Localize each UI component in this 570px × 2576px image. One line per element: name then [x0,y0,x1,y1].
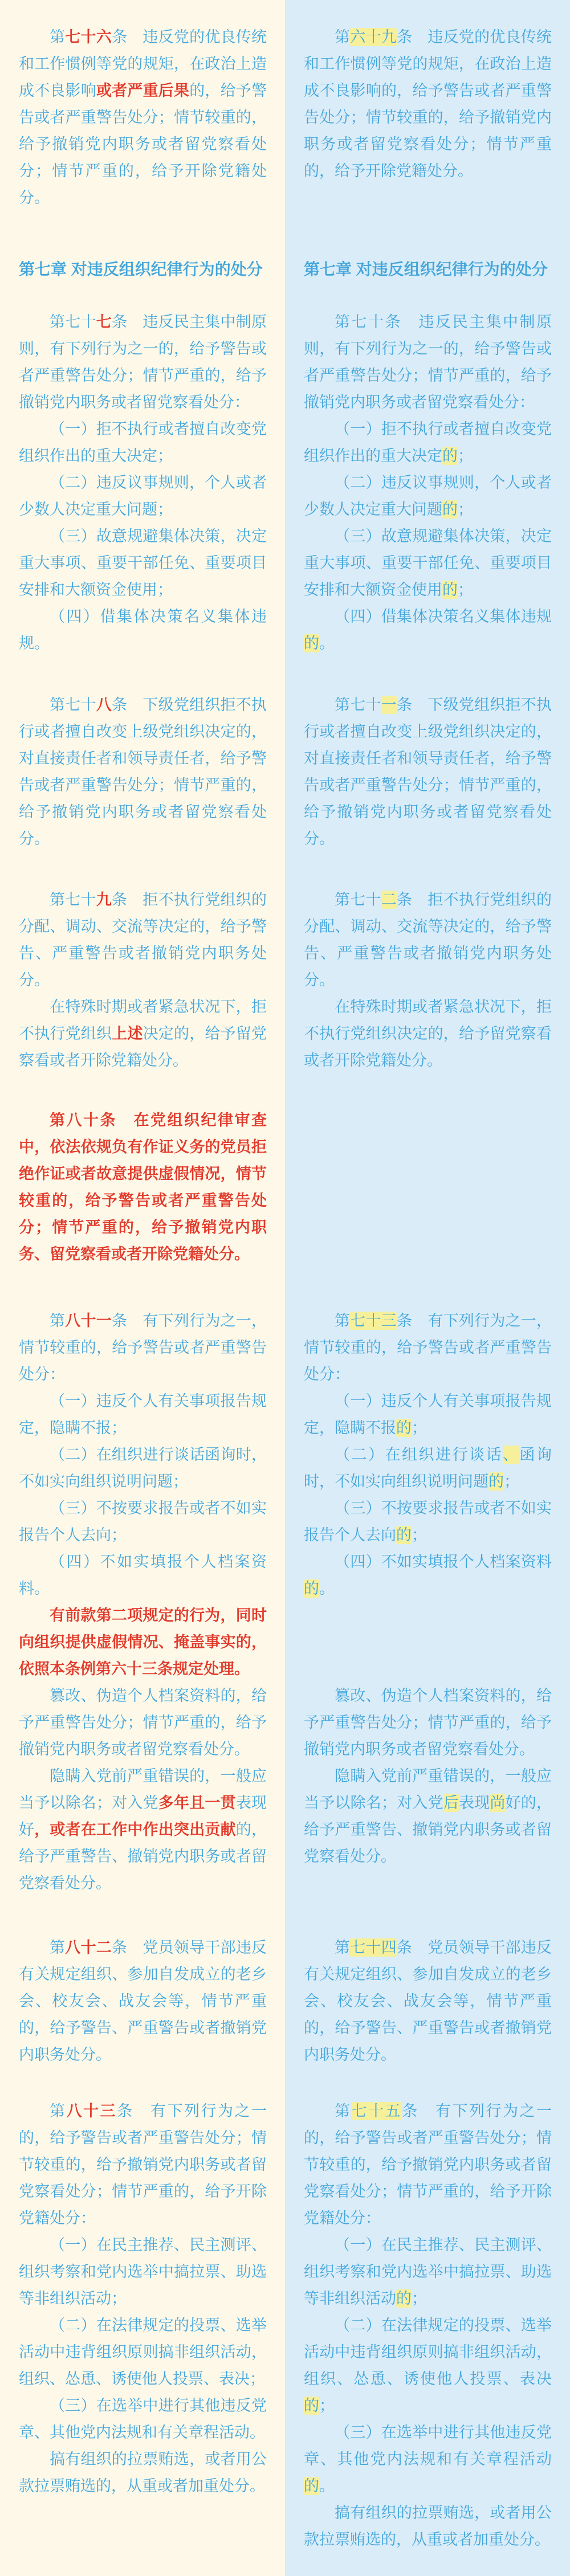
text-run: （四）借集体决策名义集体违规。 [19,608,267,652]
paragraph [304,416,552,470]
text-run: 好的，给予严重警告、撤销党内职务或者留党察看处分。 [304,1794,552,1865]
new-version-cell [285,256,570,283]
text-run: 隐瞒入党前严重错误的，一般应当予以除名；对入党 [304,1767,552,1811]
red-emphasis-run: 多年且一贯 [158,1794,236,1811]
paragraph [19,523,267,603]
text-run: （三）故意规避集体决策，决定重大事项、重要干部任免、重要项目安排和大额资金使用 [304,528,552,598]
highlight-run: 的 [304,635,319,652]
paragraph [304,994,552,1074]
text-run: （一）拒不执行或者擅自改变党组织作出的重大决定； [19,421,267,464]
comparison-row [0,692,570,852]
new-version-cell [285,2098,570,2553]
old-version-cell [0,887,285,1074]
text-run: ； [504,1473,519,1490]
red-emphasis-run: 第八十条 在党组织纪律审查中，依法依规负有作证义务的党员拒绝作证或者故意提供虚假情况，情节较重的，给予警告或者严重警告处分；情节严重的，给予撤销党内职务、留党察看或者开除党籍处分。 [19,1112,267,1263]
text-run: （四）不如实填报个人档案资料。 [19,1553,267,1597]
text-run: 第七十 [50,696,96,713]
text-run: （三）在选举中进行其他违反党章、其他党内法规和有关章程活动。 [19,2397,267,2441]
text-run: 条 有下列行为之一，情节较重的，给予警告或者严重警告处分： [19,1312,267,1383]
text-run: 表现 [459,1794,490,1811]
text-run: ； [458,581,473,598]
old-version-cell [0,692,285,852]
paragraph [304,1934,552,2068]
text-run: 条 违反民主集中制原则，有下列行为之一的，给予警告或者严重警告处分；情节严重的，给予撤销党内职务或者留党察看处分： [19,313,267,411]
text-run: ； [412,1419,427,1436]
highlight-run: 的 [396,2290,412,2307]
paragraph [304,1549,552,1602]
paragraph [19,2232,267,2312]
comparison-row [0,1602,570,1683]
text-run: 的，给予严重警告、撤销党内职务或者留党察看处分。 [19,1821,267,1892]
text-run: ； [458,447,473,464]
old-version-cell [0,309,285,657]
paragraph [304,309,552,416]
highlight-run: 的 [442,447,458,464]
text-run: 篡改、伪造个人档案资料的，给予严重警告处分；情节严重的，给予撤销党内职务或者留党察看处分。 [19,1687,267,1758]
paragraph [304,1388,552,1442]
highlight-run: 一 [381,696,397,713]
highlight-run: 尚 [490,1794,506,1811]
text-run: 第七十 [50,891,96,908]
text-run: 篡改、伪造个人档案资料的，给予严重警告处分；情节严重的，给予撤销党内职务或者留党察看处分。 [304,1687,552,1758]
text-run: （四）借集体决策名义集体违规 [335,608,552,625]
paragraph [19,1549,267,1602]
text-run: 。 [319,635,335,652]
paragraph [19,1107,267,1268]
red-emphasis-run: 九 [96,891,112,908]
paragraph [304,1763,552,1870]
paragraph [304,603,552,657]
text-run: 条 党员领导干部违反有关规定组织、参加自发成立的老乡会、校友会、战友会等，情节严重的，给予警告、严重警告或者撤销党内职务处分。 [19,1939,267,2063]
text-run: （三）故意规避集体决策，决定重大事项、重要干部任免、重要项目安排和大额资金使用； [19,528,267,598]
text-run: （三）在选举中进行其他违反党章、其他党内法规和有关章程活动 [304,2424,552,2468]
text-run: （二）在法律规定的投票、选举活动中违背组织原则搞非组织活动，组织、怂恿、诱使他人投票、表决 [304,2317,552,2387]
old-version-cell [0,1934,285,2068]
paragraph [19,2312,267,2393]
highlight-run: 的 [304,2477,319,2495]
highlight-run: 七十四 [350,1939,397,1956]
red-emphasis-run: 七十六 [65,28,112,46]
paragraph [304,1683,552,1763]
highlight-run: 后 [443,1794,459,1811]
text-run: 条 有下列行为之一的，给予警告或者严重警告处分；情节较重的，给予撤销党内职务或者留党察看处分；情节严重的，给予开除党籍处分： [19,2103,267,2227]
paragraph [19,994,267,1074]
comparison-row [0,256,570,283]
text-run: 条 党员领导干部违反有关规定组织、参加自发成立的老乡会、校友会、战友会等，情节严重的，给予警告、严重警告或者撤销党内职务处分。 [304,1939,552,2063]
paragraph [304,1442,552,1495]
paragraph [304,2232,552,2312]
highlight-run: 六十九 [350,28,397,46]
new-version-cell [285,1308,570,1602]
text-run: （一）在民主推荐、民主测评、组织考察和党内选举中搞拉票、助选等非组织活动 [304,2236,552,2307]
text-run: （二）在组织进行谈话函询时，不如实向组织说明问题； [19,1446,267,1490]
old-version-cell [0,1683,285,1763]
text-run: 第 [50,1312,66,1329]
text-run: 表现好 [19,1794,267,1838]
text-run: 条 有下列行为之一的，给予警告或者严重警告处分；情节较重的，给予撤销党内职务或者留党察看处分；情节严重的，给予开除党籍处分： [304,2103,552,2227]
paragraph [19,1495,267,1549]
text-run: 第 [50,28,66,46]
text-run: 第七十 [335,696,381,713]
text-run: 搞有组织的拉票贿选，或者用公款拉票贿选的，从重或者加重处分。 [304,2504,552,2548]
text-run: （二）在法律规定的投票、选举活动中违背组织原则搞非组织活动，组织、怂恿、诱使他人投票、表决； [19,2317,267,2387]
old-version-cell [0,256,285,283]
paragraph [304,2312,552,2419]
text-run: （三）不按要求报告或者不如实报告个人去向； [19,1500,267,1544]
text-run: （一）在民主推荐、民主测评、组织考察和党内选举中搞拉票、助选等非组织活动； [19,2236,267,2307]
highlight-run: 的 [442,581,458,598]
paragraph [19,1683,267,1763]
paragraph [304,523,552,603]
comparison-row [0,887,570,1074]
text-run: ； [412,2290,427,2307]
old-version-cell [0,24,285,211]
new-version-cell [285,1934,570,2068]
text-run: 搞有组织的拉票贿选，或者用公款拉票贿选的，从重或者加重处分。 [19,2451,267,2495]
text-run: 第 [50,1939,66,1956]
text-run: 。 [319,2477,335,2495]
paragraph [19,416,267,470]
comparison-row [0,1107,570,1268]
highlight-run: 、 [503,1446,520,1463]
highlight-run: 的 [442,501,458,518]
text-run: 决定的，给予留党察看或者开除党籍处分。 [19,1025,267,1069]
text-run: （三）不按要求报告或者不如实报告个人去向 [304,1500,552,1544]
paragraph [19,1602,267,1683]
new-version-cell [285,887,570,1074]
highlight-run: 的 [304,1580,319,1597]
paragraph [19,24,267,211]
paragraph [19,1934,267,2068]
highlight-run: 的 [396,1419,412,1436]
text-run: 第 [335,1312,351,1329]
text-run: 第七章 对违反组织纪律行为的处分 [304,260,548,278]
text-run: 隐瞒入党前严重错误的，一般应当予以除名；对入党 [19,1767,267,1811]
comparison-row [0,309,570,657]
red-emphasis-run: 八十三 [66,2103,117,2120]
red-emphasis-run: 上述 [112,1025,143,1042]
comparison-row [0,1308,570,1602]
red-emphasis-run: 七 [96,313,112,330]
text-run: 条 拒不执行党组织的分配、调动、交流等决定的，给予警告、严重警告或者撤销党内职务处分。 [304,891,552,989]
text-run: 条 拒不执行党组织的分配、调动、交流等决定的，给予警告、严重警告或者撤销党内职务处分。 [19,891,267,989]
text-run: ； [458,501,473,518]
paragraph [304,2098,552,2232]
text-run: （二）在组织进行谈话 [335,1446,503,1463]
new-version-cell [285,692,570,852]
highlight-run: 的 [396,1526,412,1544]
paragraph [304,2500,552,2553]
comparison-row [0,1934,570,2068]
red-emphasis-run: 八十二 [65,1939,112,1956]
text-run: 条 有下列行为之一，情节较重的，给予警告或者严重警告处分： [304,1312,552,1383]
highlight-run: 的 [304,2397,319,2414]
paragraph [19,1763,267,1897]
text-run: （一）违反个人有关事项报告规定，隐瞒不报； [19,1393,267,1436]
text-run: 条 违反党的优良传统和工作惯例等党的规矩，在政治上造成不良影响 [19,28,267,99]
old-version-cell [0,1763,285,1897]
paragraph [19,603,267,657]
text-run: 第七十条 违反民主集中制原则，有下列行为之一的，给予警告或者严重警告处分；情节严重的，给予撤销党内职务或者留党察看处分： [304,313,552,411]
text-run: （二）违反议事规则，个人或者少数人决定重大问题 [304,474,552,518]
highlight-run: 七十五 [351,2103,402,2120]
paragraph [19,2098,267,2232]
text-run: 第 [335,28,351,46]
text-run: （四）不如实填报个人档案资料 [335,1553,552,1570]
red-emphasis-run: ，或者在工作中作出突出贡献 [34,1821,236,1838]
text-run: 第 [335,1939,351,1956]
paragraph [304,1495,552,1549]
paragraph [304,1308,552,1388]
text-run: 条 下级党组织拒不执行或者擅自改变上级党组织决定的，对直接责任者和领导责任者，给予警告或者严重警告处分；情节严重的，给予撤销党内职务或者留党察看处分。 [19,696,267,847]
paragraph [19,1308,267,1388]
text-run: （二）违反议事规则，个人或者少数人决定重大问题； [19,474,267,518]
paragraph [19,1388,267,1442]
paragraph [19,470,267,523]
paragraph [19,309,267,416]
text-run: 第 [335,2103,352,2120]
text-run: （一）违反个人有关事项报告规定，隐瞒不报 [304,1393,552,1436]
text-run: 的，给予警告或者严重警告处分；情节较重的，给予撤销党内职务或者留党察看处分；情节严重的，给予开除党籍处分。 [19,82,267,206]
paragraph [19,2393,267,2446]
new-version-cell [285,1763,570,1870]
text-run: ； [319,2397,335,2414]
comparison-row [0,24,570,211]
text-run: 第七章 对违反组织纪律行为的处分 [19,260,263,278]
old-version-cell [0,2098,285,2500]
text-run: 在特殊时期或者紧急状况下，拒不执行党组织 [19,998,267,1042]
text-run: 。 [319,1580,335,1597]
paragraph [304,2419,552,2500]
text-run: （一）拒不执行或者擅自改变党组织作出的重大决定 [304,421,552,464]
paragraph [304,692,552,852]
comparison-row [0,1763,570,1897]
paragraph [19,2446,267,2500]
highlight-run: 七十三 [350,1312,397,1329]
text-run: 第七十 [335,891,381,908]
old-version-cell [0,1308,285,1602]
comparison-row [0,1683,570,1763]
new-version-cell [285,24,570,185]
old-version-cell [0,1107,285,1268]
red-emphasis-run: 八十一 [65,1312,112,1329]
chapter-heading [304,256,552,283]
paragraph [19,692,267,852]
red-emphasis-run: 有前款第二项规定的行为，同时向组织提供虚假情况、掩盖事实的，依照本条例第六十三条规定处理。 [19,1607,267,1677]
paragraph [304,887,552,994]
highlight-run: 二 [381,891,397,908]
text-run: 条 违反党的优良传统和工作惯例等党的规矩，在政治上造成不良影响的，给予警告或者严重警告处分；情节较重的，给予撤销党内职务或者留党察看处分；情节严重的，给予开除党籍处分。 [304,28,552,179]
new-version-cell [285,1683,570,1763]
text-run: 条 下级党组织拒不执行或者擅自改变上级党组织决定的，对直接责任者和领导责任者，给予警告或者严重警告处分；情节严重的，给予撤销党内职务或者留党察看处分。 [304,696,552,847]
text-run: ； [412,1526,427,1544]
text-run: 函询时，不如实向组织说明问题 [304,1446,552,1490]
paragraph [304,24,552,185]
chapter-heading [19,256,267,283]
red-emphasis-run: 或者严重后果 [96,82,190,99]
paragraph [19,1442,267,1495]
text-run: 第七十 [50,313,96,330]
comparison-row [0,2098,570,2553]
text-run: 第 [50,2103,67,2120]
red-emphasis-run: 八 [96,696,112,713]
paragraph [304,470,552,523]
text-run: 在特殊时期或者紧急状况下，拒不执行党组织决定的，给予留党察看或者开除党籍处分。 [304,998,552,1069]
paragraph [19,887,267,994]
old-version-cell [0,1602,285,1683]
new-version-cell [285,309,570,657]
highlight-run: 的 [488,1473,504,1490]
